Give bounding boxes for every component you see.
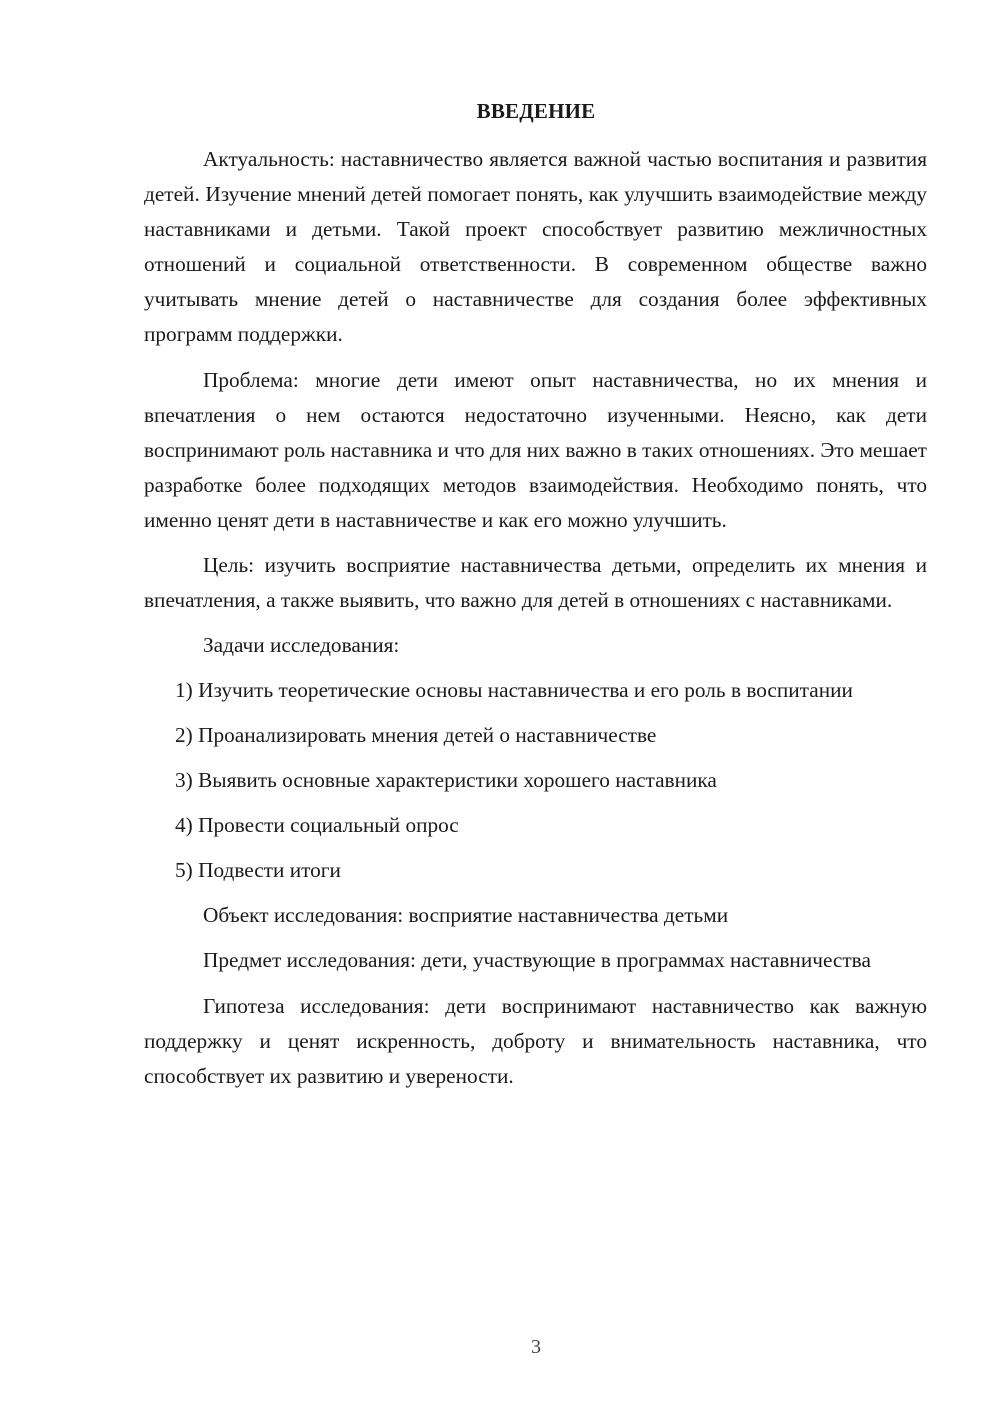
paragraph-hypothesis: Гипотеза исследования: дети воспринимают наставничество как важную поддержку и ценят искренность, доброту и внимательность наставника, что способствует их развитию и уверености. [144,994,927,1088]
list-item-task-5: 5) Подвести итоги [175,858,341,882]
document-body [144,142,927,1094]
page-number: 3 [531,1336,541,1358]
paragraph-subject: Предмет исследования: дети, участвующие в программах наставничества [203,948,871,972]
paragraph-tasks-heading: Задачи исследования: [203,633,400,657]
paragraph-goal: Цель: изучить восприятие наставничества детьми, определить их мнения и впечатления, а также выявить, что важно для детей в отношениях с наставниками. [144,553,927,612]
paragraph-object: Объект исследования: восприятие наставничества детьми [203,903,729,927]
list-item-task-1: 1) Изучить теоретические основы наставничества и его роль в воспитании [175,678,853,702]
paragraph-problem: Проблема: многие дети имеют опыт наставничества, но их мнения и впечатления о нем остаются недостаточно изученными. Неясно, как дети воспринимают роль наставника и что для них важно в таких отношениях. Это мешает разработке более подходящих методов взаимодействия. Необходимо понять, что именно ценят дети в наставничестве и как его можно улучшить. [144,368,927,532]
list-item-task-4: 4) Провести социальный опрос [175,813,459,837]
list-item-task-3: 3) Выявить основные характеристики хорошего наставника [175,768,717,792]
page-title: ВВЕДЕНИЕ [476,99,596,123]
paragraph-relevance: Актуальность: наставничество является важной частью воспитания и развития детей. Изучение мнений детей помогает понять, как улучшить взаимодействие между наставниками и детьми. Такой проект способствует развитию межличностных отношений и социальной ответственности. В современном обществе важно учитывать мнение детей о наставничестве для создания более эффективных программ поддержки. [144,147,927,346]
list-item-task-2: 2) Проанализировать мнения детей о наставничестве [175,723,657,747]
